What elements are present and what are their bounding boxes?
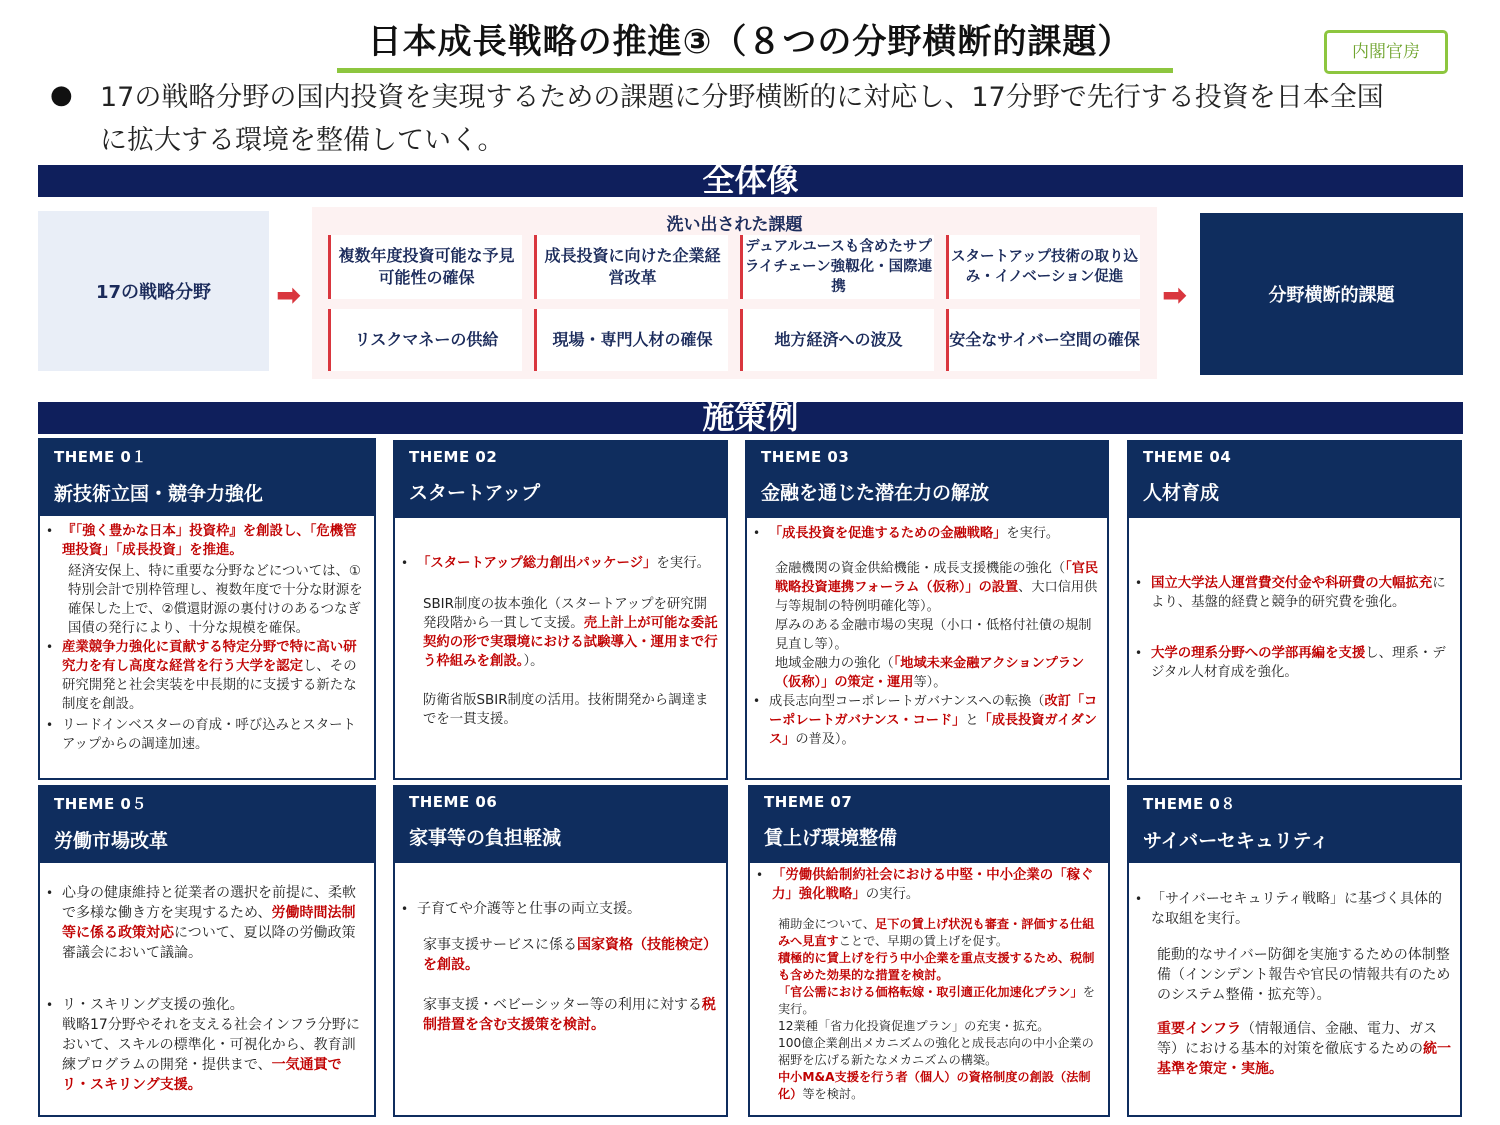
- bullet-subtext: [753, 654, 1101, 692]
- bullet-text: し、理系・デジタル人材育成を強化。: [1151, 646, 1446, 680]
- issue-item: 成長投資に向けた企業経営改革: [534, 235, 728, 299]
- theme-name: サイバーセキュリティ: [1143, 830, 1330, 852]
- theme-number: THEME 02: [409, 448, 498, 466]
- bullet-emphasis: 統一基準を策定・実施。: [1157, 1041, 1451, 1077]
- bullet-emphasis: 改訂「コーポレートガバナンス・コード」: [769, 694, 1098, 728]
- subtext: ことで、早期の賃上げを促す。: [838, 934, 1009, 948]
- bullet-emphasis: 「地域未来金融アクションプラン（仮称）」の策定・運用: [775, 656, 1085, 690]
- bullet-subtext: [401, 995, 720, 1035]
- theme-header: [40, 787, 374, 863]
- bullet-icon: •: [401, 902, 409, 916]
- bullet-text: リ・スキリング支援の強化。: [62, 997, 244, 1013]
- bullet-text: により、基盤的経費と競争的研究費を強化。: [1151, 576, 1446, 610]
- theme-number: THEME 0１: [54, 448, 147, 466]
- theme-number: THEME 0５: [54, 795, 147, 813]
- right-arrow-icon: ➡: [276, 278, 302, 313]
- theme-body: [750, 863, 1108, 1107]
- bullet-emphasis: 労働時間法制等に係る政策対応: [62, 905, 356, 941]
- subtext: 補助金について、: [778, 917, 876, 931]
- subtext: 地域金融力の強化（: [775, 656, 894, 671]
- theme-card-07: [748, 785, 1110, 1117]
- theme-name: 新技術立国・競争力強化: [54, 483, 264, 505]
- bullet-text: 心身の健康維持と従業者の選択を前提に、柔軟で多様な働き方を実現するため、: [62, 885, 356, 921]
- theme-number: THEME 04: [1143, 448, 1232, 466]
- bullet-item: [401, 899, 720, 919]
- subtext: 等を検討。: [802, 1087, 864, 1101]
- issue-item: 安全なサイバー空間の確保: [946, 309, 1140, 371]
- theme-name: スタートアップ: [409, 482, 541, 504]
- bullet-item: [1135, 574, 1454, 612]
- bullet-subtext: 厚みのある金融市場の実現（小口・低格付社債の規制見直し等）。: [775, 618, 1092, 652]
- bullet-emphasis: 税制措置を含む支援策を検討。: [423, 997, 716, 1033]
- bullet-icon: •: [1135, 576, 1143, 590]
- bullet-item: [753, 524, 1101, 543]
- subtext: ）。: [523, 654, 544, 669]
- subtext: 100億企業創出メカニズムの強化と成長志向の中小企業の裾野を広げる新たなメカニズムの構築。: [778, 1036, 1094, 1067]
- theme-body: [1129, 518, 1460, 688]
- bullet-subtext: 防衛省版SBIR制度の活用。技術開発から調達までを一貫支援。: [423, 693, 709, 727]
- bullet-icon: •: [46, 718, 54, 732]
- measures-banner: 施策例: [38, 402, 1463, 434]
- theme-number: THEME 03: [761, 448, 850, 466]
- bullet-item: [46, 716, 368, 754]
- bullet-emphasis: 国立大学法人運営費交付金や科研費の大幅拡充: [1151, 576, 1433, 591]
- theme-header: [395, 787, 726, 863]
- bullet-text: の普及）。: [795, 732, 855, 747]
- theme-header: [40, 440, 374, 516]
- bullet-item: [756, 866, 1102, 904]
- bullet-emphasis: 一気通貫でリ・スキリング支援。: [62, 1057, 342, 1093]
- bullet-item: [1135, 889, 1454, 929]
- overview-banner: 全体像: [38, 165, 1463, 197]
- bullet-text: と: [965, 713, 979, 728]
- bullet-emphasis: 中小M&A支援を行う者（個人）の資格制度の創設（法制化）: [778, 1070, 1091, 1101]
- theme-card-05: [38, 785, 376, 1117]
- bullet-subtext: [1135, 1019, 1454, 1079]
- bullet-icon: •: [46, 640, 54, 654]
- bullet-text: 戦略17分野やそれを支える社会インフラ分野において、スキルの標準化・可視化から、教育訓練プログラムの開発・提供まで、: [62, 1017, 360, 1073]
- bullet-item: [46, 995, 368, 1095]
- bullet-text: し、その研究開発と社会実装を中長期的に支援する新たな制度を創設。: [62, 659, 357, 712]
- bullet-icon: •: [401, 556, 409, 570]
- subtext: SBIR制度の抜本強化（スタートアップを研究開発段階から一貫して支援。: [423, 597, 708, 631]
- theme-body: [40, 516, 374, 760]
- bullet-text: リードインベスターの育成・呼び込みとスタートアップからの調達加速。: [62, 718, 356, 752]
- theme-card-01: [38, 438, 376, 780]
- page-title: 日本成長戦略の推進③（８つの分野横断的課題）: [367, 22, 1133, 62]
- issue-item: 現場・専門人材の確保: [534, 309, 728, 371]
- bullet-emphasis: 「スタートアップ総力創出パッケージ」: [417, 556, 657, 571]
- subtext: 家事支援・ベビーシッター等の利用に対する: [423, 997, 702, 1013]
- theme-body: [1129, 863, 1460, 1083]
- theme-card-04: [1127, 440, 1462, 780]
- subtext: （情報通信、金融、電力、ガス等）における基本的対策を徹底するための: [1157, 1021, 1437, 1057]
- bullet-subtext: [401, 935, 720, 975]
- bullet-icon: •: [46, 886, 54, 900]
- bullet-text: 成長志向型コーポレートガバナンスへの転換（: [769, 694, 1045, 709]
- subtext: 12業種「省力化投資促進プラン」の充実・拡充。: [778, 1019, 1050, 1033]
- bullet-emphasis: 「成長投資ガイダンス」: [769, 713, 1097, 747]
- bullet-item: [46, 522, 368, 560]
- theme-body: [395, 863, 726, 1039]
- theme-card-08: [1127, 785, 1462, 1117]
- bullet-text: の実行。: [865, 887, 920, 902]
- theme-name: 家事等の負担軽減: [409, 827, 562, 849]
- issue-item: 複数年度投資可能な予見可能性の確保: [328, 235, 522, 299]
- bullet-emphasis: 重要インフラ: [1157, 1021, 1241, 1037]
- issues-title: 洗い出された課題: [666, 215, 803, 235]
- bullet-emphasis: 足下の賃上げ状況も審査・評価する仕組みへ見直す: [778, 917, 1095, 948]
- theme-header: [1129, 787, 1460, 863]
- bullet-emphasis: 積極的に賃上げを行う中小企業を重点支援するため、税制も含めた効果的な措置を検討。: [778, 951, 1095, 982]
- bullet-icon: •: [1135, 646, 1143, 660]
- title-underline: [337, 68, 1173, 73]
- bullet-icon: •: [756, 868, 764, 882]
- theme-header: [1129, 442, 1460, 518]
- theme-card-02: [393, 440, 728, 780]
- bullet-item: [46, 638, 368, 714]
- bullet-subtext: [401, 595, 720, 671]
- bullet-text: 子育てや介護等と仕事の両立支援。: [417, 901, 641, 917]
- bullet-subtext: 経済安保上、特に重要な分野などについては、①特別会計で別枠管理し、複数年度で十分な財源を確保した上で、②償還財源の裏付けのあるつなぎ国債の発行により、十分な規模を確保。: [68, 564, 363, 636]
- theme-name: 賃上げ環境整備: [764, 827, 898, 849]
- right-arrow-icon: ➡: [1162, 278, 1188, 313]
- subtext: を実行。: [778, 985, 1095, 1016]
- bullet-text: を実行。: [656, 556, 710, 571]
- bullet-subtext: [753, 559, 1101, 616]
- theme-name: 労働市場改革: [54, 830, 169, 852]
- lead-text: 17の戦略分野の国内投資を実現するための課題に分野横断的に対応し、17分野で先行する投資を日本全国に拡大する環境を整備していく。: [100, 82, 1384, 156]
- bullet-emphasis: 「成長投資を促進するための金融戦略」: [769, 526, 1007, 541]
- theme-header: [747, 442, 1107, 518]
- bullet-text: を実行。: [1006, 526, 1060, 541]
- theme-number: THEME 0８: [1143, 795, 1236, 813]
- issue-item: デュアルユースも含めたサプライチェーン強靱化・国際連携: [740, 235, 934, 299]
- bullet-item: [753, 692, 1101, 749]
- bullet-subtext: 能動的なサイバー防御を実施するための体制整備（インシデント報告や官民の情報共有のためのシステム整備・拡充等）。: [1157, 947, 1451, 1003]
- bullet-emphasis: 「労働供給制約社会における中堅・中小企業の「稼ぐ力」強化戦略」: [772, 868, 1094, 902]
- subtext: 金融機関の資金供給機能・成長支援機能の強化（: [775, 561, 1066, 576]
- bullet-icon: •: [753, 526, 761, 540]
- theme-body: [747, 518, 1107, 755]
- agency-badge: 内閣官房: [1324, 30, 1448, 74]
- bullet-text: 『「強く豊かな日本」投資枠』を創設し、「危機管理投資」「成長投資」を推進。: [62, 524, 357, 558]
- theme-name: 金融を通じた潜在力の解放: [761, 482, 990, 504]
- issue-item: リスクマネーの供給: [328, 309, 522, 371]
- subtext: 等）。: [913, 675, 947, 690]
- bullet-item: [1135, 644, 1454, 682]
- subtext: 、大口信用供与等規制の特例明確化等）。: [775, 580, 1098, 614]
- bullet-item: [46, 883, 368, 963]
- bullet-emphasis: 国家資格（技能検定）を創設。: [423, 937, 717, 973]
- theme-body: [395, 518, 726, 733]
- bullet-text: について、夏以降の労働政策審議会において議論。: [62, 925, 356, 961]
- bullet-icon: •: [753, 694, 761, 708]
- bullet-emphasis: 産業競争力強化に貢献する特定分野で特に高い研究力を有し高度な経営を行う大学を認定: [62, 640, 357, 674]
- theme-header: [395, 442, 726, 518]
- theme-body: [40, 863, 374, 1101]
- cross-field-issues-box: 分野横断的課題: [1200, 213, 1463, 375]
- bullet-text: 「サイバーセキュリティ戦略」に基づく具体的な取組を実行。: [1151, 891, 1443, 927]
- bullet-icon: •: [46, 524, 54, 538]
- bullet-icon: •: [46, 998, 54, 1012]
- theme-card-06: [393, 785, 728, 1117]
- bullet-item: [401, 554, 720, 573]
- theme-card-03: [745, 440, 1109, 780]
- lead-bullet-icon: ●: [50, 80, 73, 110]
- theme-number: THEME 06: [409, 793, 498, 811]
- bullet-emphasis: 「官民戦略投資連携フォーラム（仮称）」の設置: [775, 561, 1099, 595]
- theme-name: 人材育成: [1143, 482, 1220, 504]
- strategic-fields-box: 17の戦略分野: [38, 211, 269, 371]
- bullet-subtext: [756, 916, 1102, 1103]
- bullet-icon: •: [1135, 892, 1143, 906]
- bullet-emphasis: 大学の理系分野への学部再編を支援: [1151, 646, 1366, 661]
- bullet-emphasis: 「官公需における価格転嫁・取引適正化加速化プラン」: [778, 985, 1083, 999]
- subtext: 家事支援サービスに係る: [423, 937, 577, 953]
- issue-item: スタートアップ技術の取り込み・イノベーション促進: [946, 235, 1140, 299]
- theme-header: [750, 787, 1108, 863]
- theme-number: THEME 07: [764, 793, 853, 811]
- issue-item: 地方経済への波及: [740, 309, 934, 371]
- bullet-emphasis: 売上計上が可能な委託契約の形で実環境における試験導入・運用まで行う枠組みを創設。: [423, 616, 718, 669]
